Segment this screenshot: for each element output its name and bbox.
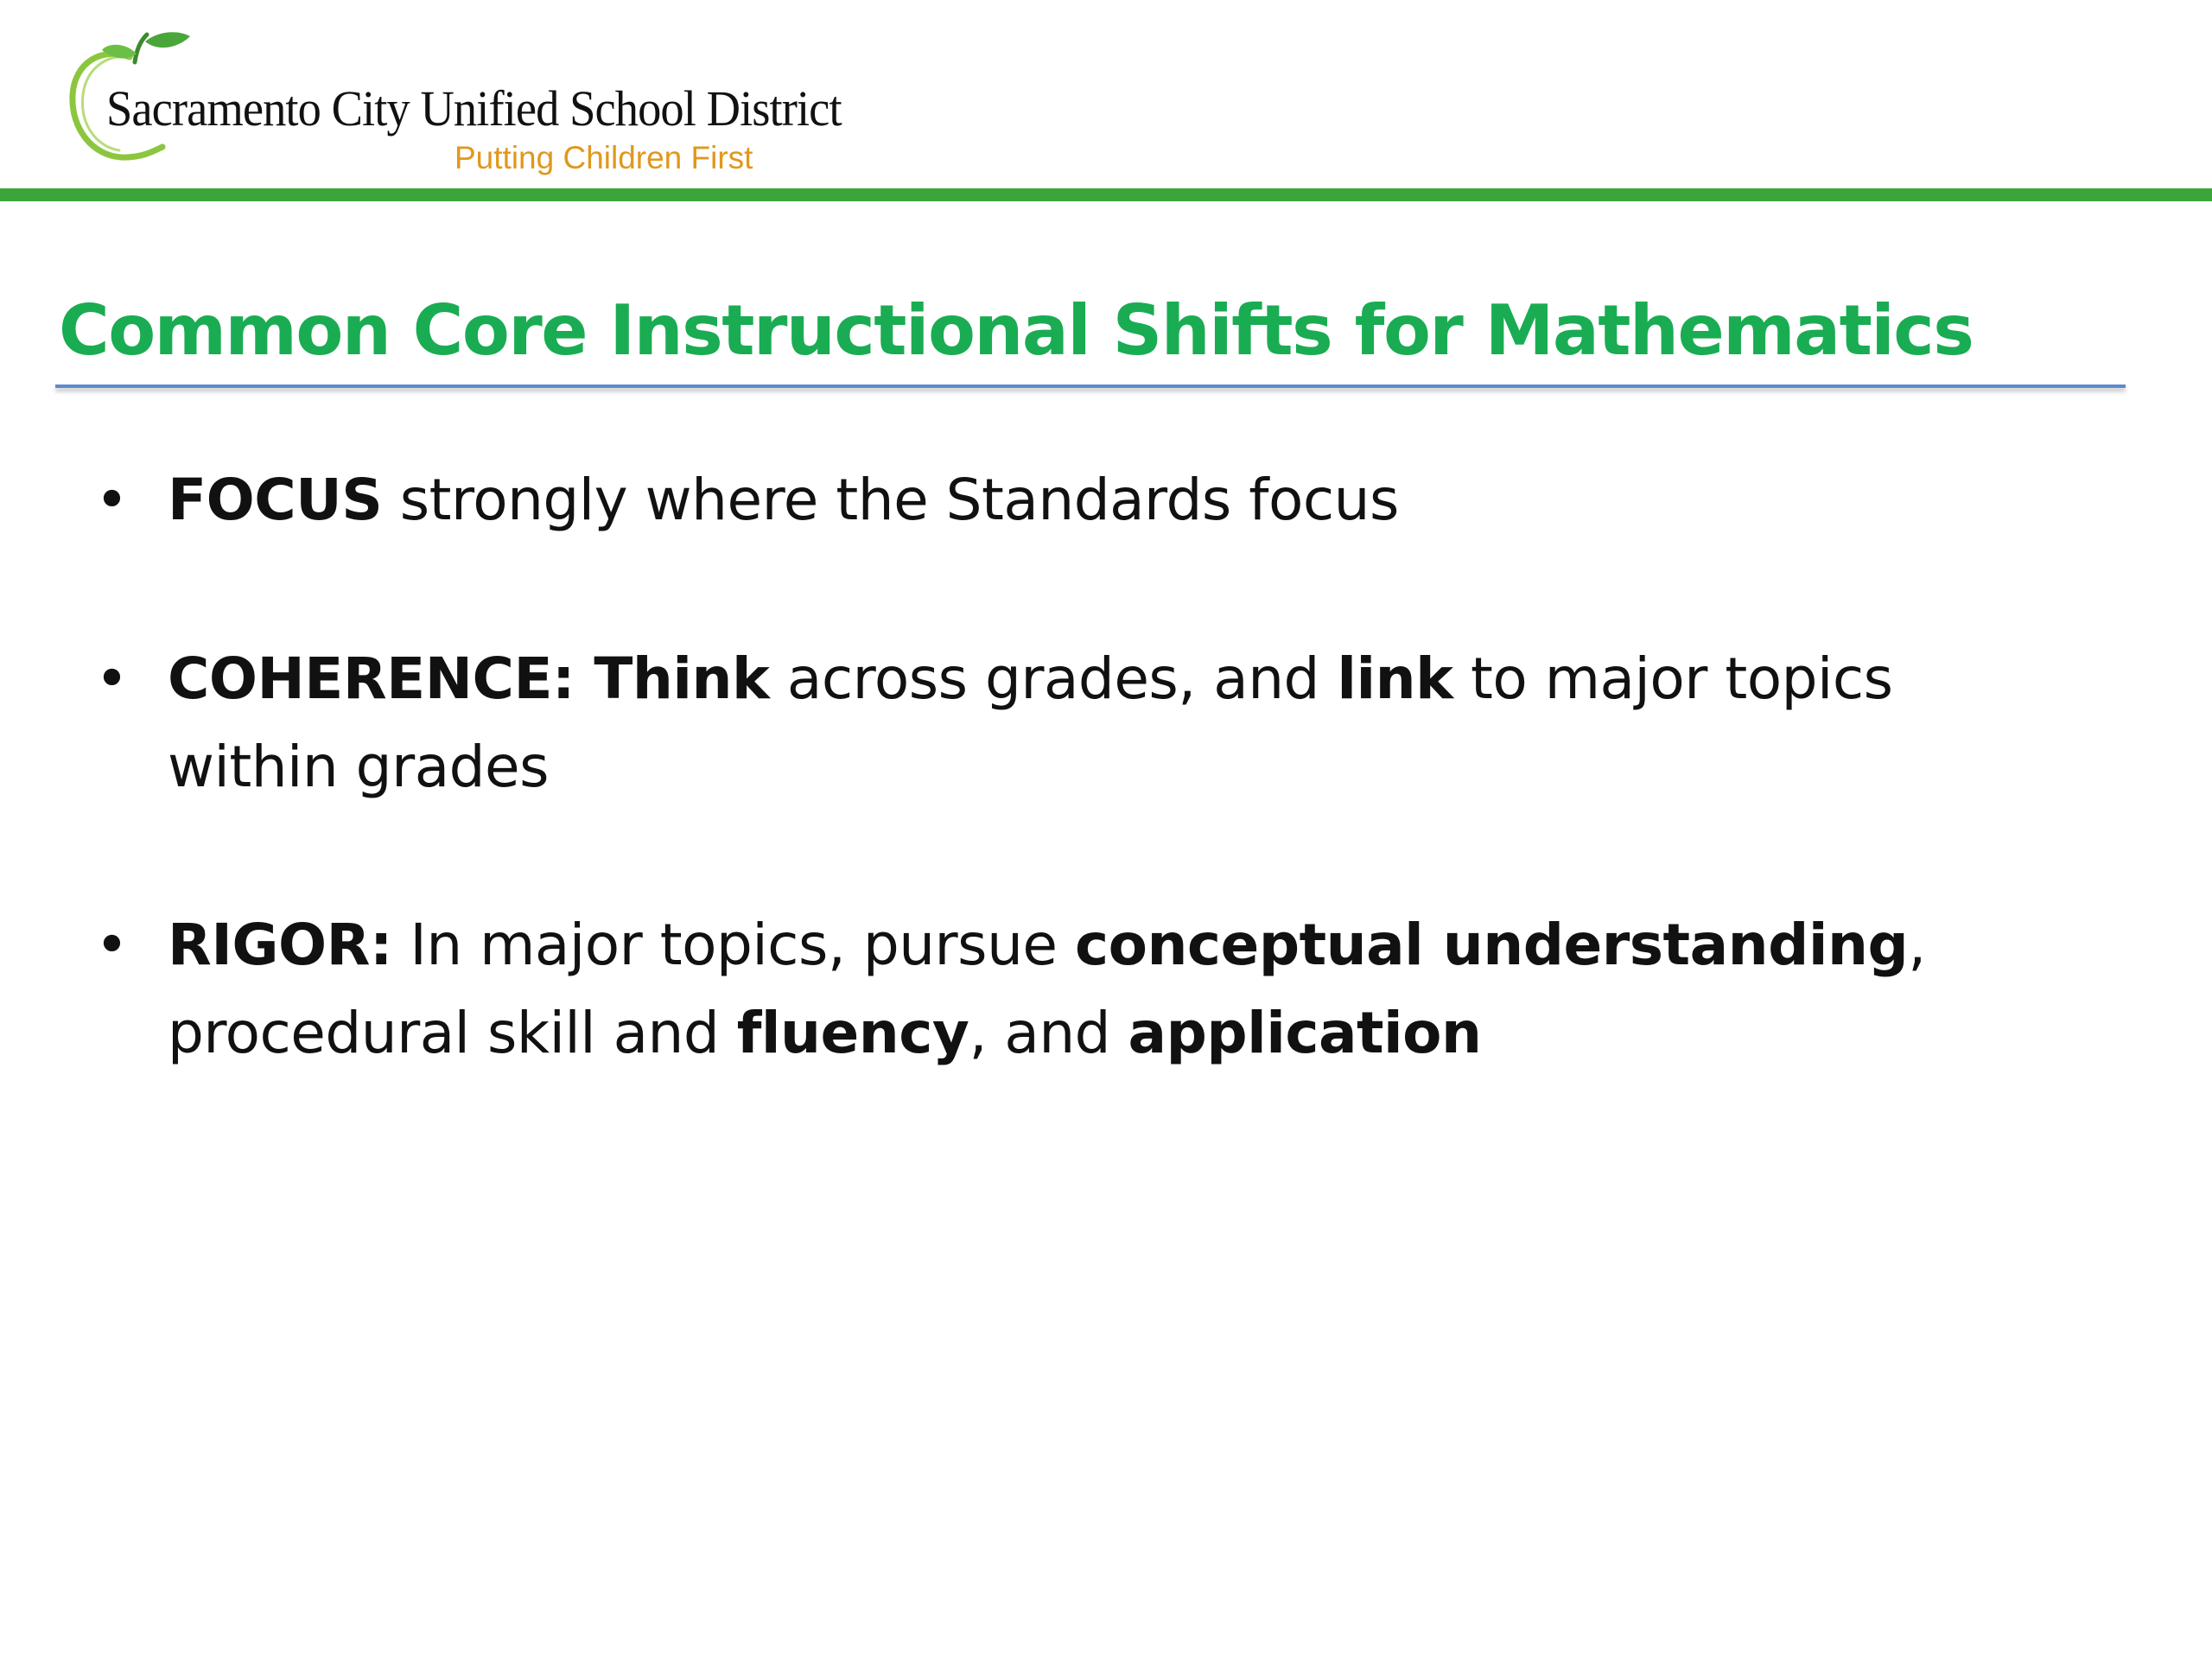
body-text: , and bbox=[969, 1000, 1128, 1066]
bullet-text bbox=[168, 635, 2031, 811]
title-underline bbox=[55, 385, 2126, 388]
bullet-coherence bbox=[95, 635, 2031, 811]
bullet-text bbox=[168, 901, 2031, 1077]
header-divider bbox=[0, 188, 2212, 201]
district-logo bbox=[67, 28, 842, 183]
bullet-marker: • bbox=[95, 467, 129, 533]
bullet-marker: • bbox=[95, 645, 129, 712]
body-text: In major topics, pursue bbox=[391, 912, 1075, 978]
emphasis-text: application bbox=[1128, 1000, 1482, 1066]
bullet-focus bbox=[95, 456, 2031, 544]
district-tagline: Putting Children First bbox=[454, 140, 753, 175]
emphasis-text: fluency bbox=[736, 1000, 969, 1066]
body-text: to major topics within grades bbox=[168, 645, 1893, 800]
slide-title: Common Core Instructional Shifts for Mathematics bbox=[59, 290, 1974, 371]
body-text: strongly where the Standards focus bbox=[382, 467, 1399, 533]
bullet-rigor bbox=[95, 901, 2031, 1077]
bullet-text bbox=[168, 456, 2031, 544]
body-text: across grades, and bbox=[769, 645, 1338, 712]
district-name: Sacramento City Unified School District bbox=[106, 80, 842, 137]
body-text: , procedural skill and bbox=[168, 912, 1926, 1066]
emphasis-text: COHERENCE: Think bbox=[168, 645, 770, 712]
emphasis-text: FOCUS bbox=[168, 467, 383, 533]
emphasis-text: link bbox=[1337, 645, 1453, 712]
bullet-marker: • bbox=[95, 912, 129, 978]
emphasis-text: RIGOR: bbox=[168, 912, 392, 978]
emphasis-text: conceptual understanding bbox=[1074, 912, 1909, 978]
